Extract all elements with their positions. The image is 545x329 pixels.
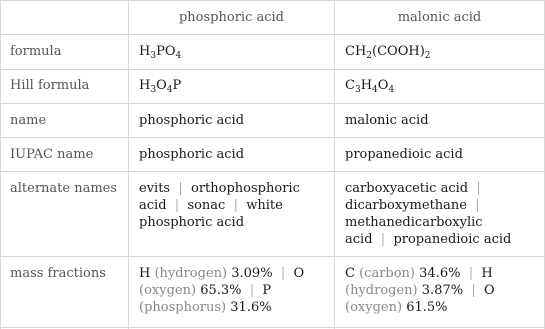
table-border-bottom bbox=[0, 327, 545, 328]
row-divider bbox=[0, 137, 545, 138]
column-divider bbox=[128, 0, 129, 329]
row-label-iupac-name: IUPAC name bbox=[10, 147, 94, 162]
formula-phosphoric-acid: $H_3PO_4$ bbox=[139, 44, 182, 61]
formula-malonic-acid: $CH_2(COOH)_2$ bbox=[345, 44, 431, 61]
iupac-name-malonic-acid: propanedioic acid bbox=[345, 147, 463, 162]
table-border-top bbox=[0, 0, 545, 1]
name-malonic-acid: malonic acid bbox=[345, 113, 429, 128]
row-divider bbox=[0, 171, 545, 172]
alternate-names-phosphoric-acid: evits | orthophosphoric acid | sonac | white phosphoric acid bbox=[139, 181, 300, 230]
header-malonic-acid: malonic acid bbox=[397, 10, 482, 25]
mass-fractions-malonic-acid: C (carbon) 34.6% | H (hydrogen) 3.87% | O (oxygen) 61.5% bbox=[345, 266, 495, 315]
row-divider bbox=[0, 34, 545, 35]
row-label-hill-formula: Hill formula bbox=[10, 78, 90, 93]
table-border-left bbox=[0, 0, 1, 329]
hill-formula-phosphoric-acid: $H_3O_4P$ bbox=[139, 78, 182, 95]
row-label-name: name bbox=[10, 113, 47, 128]
row-divider bbox=[0, 256, 545, 257]
alternate-names-malonic-acid: carboxyacetic acid | dicarboxymethane | methanedicarboxylic acid | propanedioic acid bbox=[345, 181, 512, 247]
iupac-name-phosphoric-acid: phosphoric acid bbox=[139, 147, 245, 162]
row-divider bbox=[0, 69, 545, 70]
row-label-formula: formula bbox=[10, 44, 62, 59]
mass-fractions-phosphoric-acid: H (hydrogen) 3.09% | O (oxygen) 65.3% | P (phosphorus) 31.6% bbox=[139, 266, 305, 315]
column-divider bbox=[334, 0, 335, 329]
name-phosphoric-acid: phosphoric acid bbox=[139, 113, 245, 128]
row-label-mass-fractions: mass fractions bbox=[10, 266, 106, 281]
header-phosphoric-acid: phosphoric acid bbox=[178, 10, 284, 25]
hill-formula-malonic-acid: $C_3H_4O_4$ bbox=[345, 78, 395, 95]
row-divider bbox=[0, 103, 545, 104]
row-label-alternate-names: alternate names bbox=[10, 181, 118, 196]
